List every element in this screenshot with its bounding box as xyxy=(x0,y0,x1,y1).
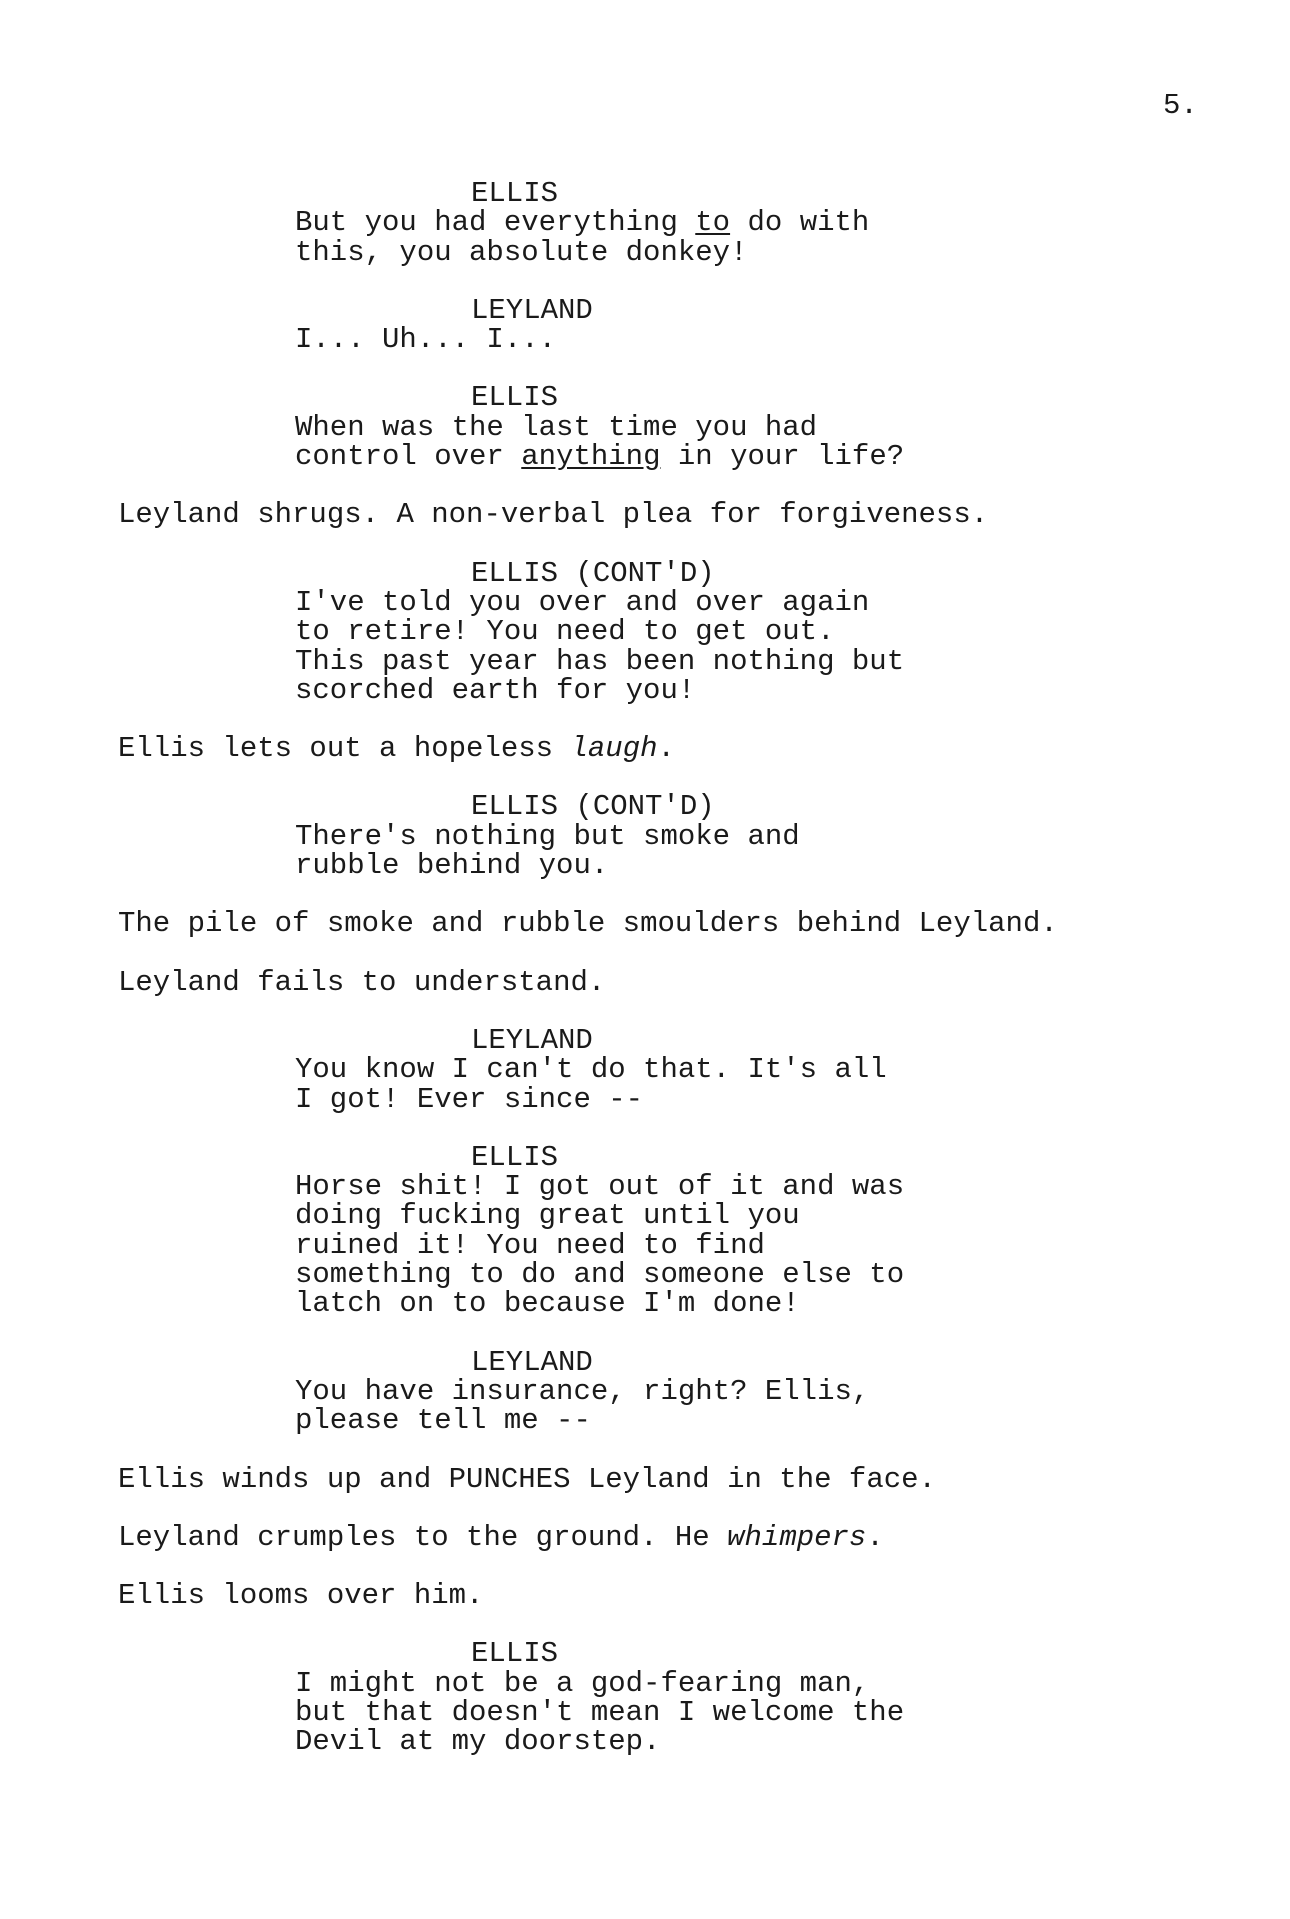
text-run: do with xyxy=(730,206,870,240)
page-number: 5. xyxy=(1163,89,1198,122)
text-run: When was the last time you had xyxy=(295,410,818,444)
dialogue-line xyxy=(0,849,1290,883)
action-line xyxy=(0,1520,1290,1554)
dialogue-line xyxy=(0,235,1290,269)
dialogue-line xyxy=(0,1170,1290,1204)
character-name: ELLIS (CONT'D) xyxy=(471,556,715,590)
dialogue-block xyxy=(0,410,1290,474)
dialogue-line xyxy=(0,1228,1290,1262)
text-run: I've told you over and over again xyxy=(295,585,870,619)
dialogue-line xyxy=(0,1695,1290,1729)
action-line xyxy=(0,1462,1290,1496)
text-run: I got! Ever since -- xyxy=(295,1082,644,1116)
text-run: Ellis lets out a hopeless xyxy=(118,732,571,766)
action-line xyxy=(0,498,1290,532)
character-cue xyxy=(0,179,1290,208)
dialogue-block xyxy=(0,585,1290,707)
dialogue-block xyxy=(0,1374,1290,1438)
text-run: to retire! You need to get out. xyxy=(295,615,835,649)
dialogue-block xyxy=(0,1170,1290,1321)
text-run: but that doesn't mean I welcome the xyxy=(295,1695,905,1729)
italic-text: laugh xyxy=(570,732,658,766)
dialogue-line xyxy=(0,644,1290,678)
underlined-text: to xyxy=(695,206,731,240)
action-line xyxy=(0,907,1290,941)
dialogue-line xyxy=(0,1199,1290,1233)
dialogue-line xyxy=(0,323,1290,357)
text-run: control over xyxy=(295,440,522,474)
character-cue xyxy=(0,1345,1290,1379)
character-name: ELLIS xyxy=(471,1140,559,1174)
text-run: latch on to because I'm done! xyxy=(295,1287,800,1321)
dialogue-block xyxy=(0,1666,1290,1759)
character-name: LEYLAND xyxy=(471,293,593,327)
text-run: Ellis looms over him. xyxy=(118,1579,484,1613)
text-run: I might not be a god-fearing man, xyxy=(295,1666,870,1700)
character-name: LEYLAND xyxy=(471,1345,593,1379)
text-run: please tell me -- xyxy=(295,1404,591,1438)
text-run: scorched earth for you! xyxy=(295,673,696,707)
text-run: this, you absolute donkey! xyxy=(295,235,748,269)
dialogue-line xyxy=(0,206,1290,240)
text-run: Leyland shrugs. A non-verbal plea for forgiveness. xyxy=(118,498,989,532)
dialogue-line xyxy=(0,819,1290,853)
dialogue-line xyxy=(0,1725,1290,1759)
text-run: Leyland fails to understand. xyxy=(118,965,606,999)
character-cue xyxy=(0,556,1290,590)
action-line xyxy=(0,907,1290,941)
text-run: You know I can't do that. It's all xyxy=(295,1053,887,1087)
text-run: Ellis winds up and PUNCHES Leyland in the face. xyxy=(118,1462,936,1496)
dialogue-line xyxy=(0,440,1290,474)
dialogue-block xyxy=(0,819,1290,883)
text-run: This past year has been nothing but xyxy=(295,644,905,678)
dialogue-line xyxy=(0,585,1290,619)
character-cue xyxy=(0,1140,1290,1174)
character-cue xyxy=(0,293,1290,327)
text-run: something to do and someone else to xyxy=(295,1258,905,1292)
underlined-text: anything xyxy=(521,440,661,474)
dialogue-line xyxy=(0,410,1290,444)
action-line xyxy=(0,965,1290,999)
text-run: But you had everything xyxy=(295,206,696,240)
dialogue-line xyxy=(0,1287,1290,1321)
text-run: . xyxy=(657,732,675,766)
dialogue-block xyxy=(0,208,1290,267)
text-run: Leyland crumples to the ground. He xyxy=(118,1520,728,1554)
text-run: . xyxy=(866,1520,884,1554)
action-line xyxy=(0,1462,1290,1496)
dialogue-line xyxy=(0,1666,1290,1700)
text-run: in your life? xyxy=(660,440,905,474)
character-cue xyxy=(0,1023,1290,1057)
text-run: Devil at my doorstep. xyxy=(295,1725,661,1759)
action-line xyxy=(0,732,1290,766)
dialogue-line xyxy=(0,1053,1290,1087)
text-run: The pile of smoke and rubble smoulders behind Leyland. xyxy=(118,907,1058,941)
dialogue-line xyxy=(0,1082,1290,1116)
text-run: rubble behind you. xyxy=(295,849,609,883)
dialogue-line xyxy=(0,615,1290,649)
character-cue xyxy=(0,1637,1290,1671)
action-line xyxy=(0,1579,1290,1613)
character-cue xyxy=(0,381,1290,415)
text-run: Horse shit! I got out of it and was xyxy=(295,1170,905,1204)
dialogue-line xyxy=(0,1258,1290,1292)
action-line xyxy=(0,498,1290,532)
character-name: ELLIS xyxy=(471,1637,559,1671)
text-run: I... Uh... I... xyxy=(295,323,557,357)
dialogue-line xyxy=(0,1374,1290,1408)
script-body xyxy=(0,179,1290,1757)
text-run: ruined it! You need to find xyxy=(295,1228,765,1262)
character-name: ELLIS xyxy=(471,177,559,210)
dialogue-line xyxy=(0,1404,1290,1438)
text-run: You have insurance, right? Ellis, xyxy=(295,1374,870,1408)
italic-text: whimpers xyxy=(727,1520,867,1554)
dialogue-line xyxy=(0,673,1290,707)
character-name: LEYLAND xyxy=(471,1023,593,1057)
action-line xyxy=(0,1520,1290,1554)
action-line xyxy=(0,732,1290,766)
action-line xyxy=(0,965,1290,999)
text-run: doing fucking great until you xyxy=(295,1199,800,1233)
text-run: There's nothing but smoke and xyxy=(295,819,800,853)
character-cue xyxy=(0,790,1290,824)
dialogue-block xyxy=(0,323,1290,357)
character-name: ELLIS (CONT'D) xyxy=(471,790,715,824)
dialogue-block xyxy=(0,1055,1290,1114)
character-name: ELLIS xyxy=(471,381,559,415)
action-line xyxy=(0,1579,1290,1613)
